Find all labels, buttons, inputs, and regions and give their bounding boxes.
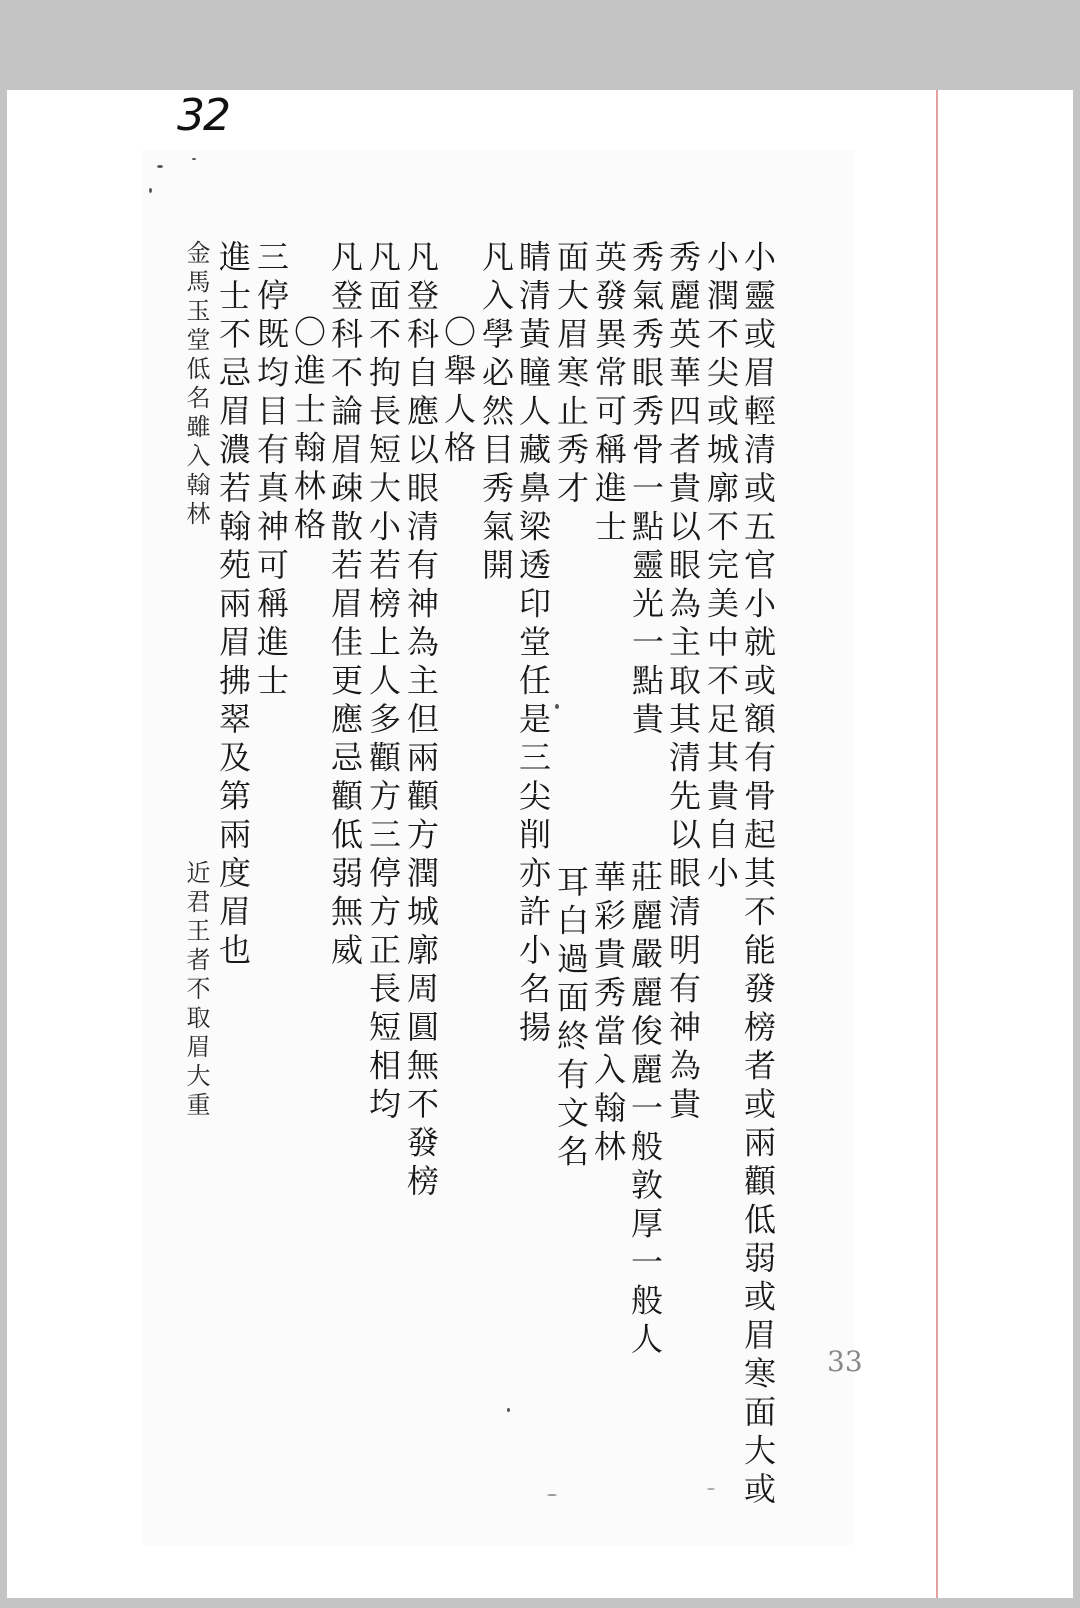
page-number: 32 xyxy=(177,90,229,141)
page-margin-line xyxy=(936,90,938,1598)
text-column-2: 小潤不尖或城廓不完美中不足其貴自小 xyxy=(702,240,740,895)
text-column-6b: 耳白過面終有文名 xyxy=(552,865,590,1173)
text-column-16a: 金馬玉堂低名雖入翰林 xyxy=(182,240,210,530)
section-heading-jinshi: 〇進士翰林格 xyxy=(289,315,327,546)
page-number-faint: 33 xyxy=(827,1345,863,1378)
text-column-11: 凡面不拘長短大小若榜上人多顴方三停方正長短相均 xyxy=(364,240,402,1126)
text-column-3a: 秀麗英華四者貴以眼為主取其清先以眼清明有神為貴 xyxy=(664,240,702,1126)
section-heading-juren: 〇舉人格 xyxy=(439,315,477,469)
text-column-4b: 華彩貴秀當入翰林 xyxy=(589,860,627,1168)
text-column-15: 進士不忌眉濃若翰苑兩眉拂翠及第兩度眉也 xyxy=(214,240,252,972)
text-column-10: 凡登科自應以眼清有神為主但兩顴方潤城廓周圓無不發榜 xyxy=(402,240,440,1203)
text-column-4a: 秀氣秀眼秀骨一點靈光一點貴 xyxy=(627,240,665,741)
text-column-16b: 近君王者不取眉大重 xyxy=(182,860,210,1121)
text-column-14: 三停既均目有真神可稱進士 xyxy=(252,240,290,702)
text-column-8: 凡入學必然目秀氣開 xyxy=(477,240,515,587)
scan-speck xyxy=(707,1488,715,1490)
text-column-7: 睛清黃瞳人藏鼻梁透印堂任是三尖削亦許小名揚 xyxy=(514,240,552,1049)
text-column-5: 英發異常可稱進士 xyxy=(590,240,628,548)
scan-speck xyxy=(507,1408,510,1412)
text-column-1: 小靈或眉輕清或五官小就或額有骨起其不能發榜者或兩顴低弱或眉寒面大或 xyxy=(739,240,777,1511)
text-column-12: 凡登科不論眉疎散若眉佳更應忌顴低弱無威 xyxy=(326,240,364,972)
text-column-3b: 莊麗嚴麗俊麗一般敦厚一般人 xyxy=(626,860,664,1361)
text-column-6a: 面大眉寒止秀才 xyxy=(552,240,590,510)
scan-speck xyxy=(192,158,196,160)
scanned-page xyxy=(7,90,1073,1598)
scan-speck xyxy=(555,704,559,709)
scan-speck xyxy=(157,165,163,168)
scan-speck xyxy=(149,188,152,193)
scan-speck xyxy=(547,1494,557,1496)
